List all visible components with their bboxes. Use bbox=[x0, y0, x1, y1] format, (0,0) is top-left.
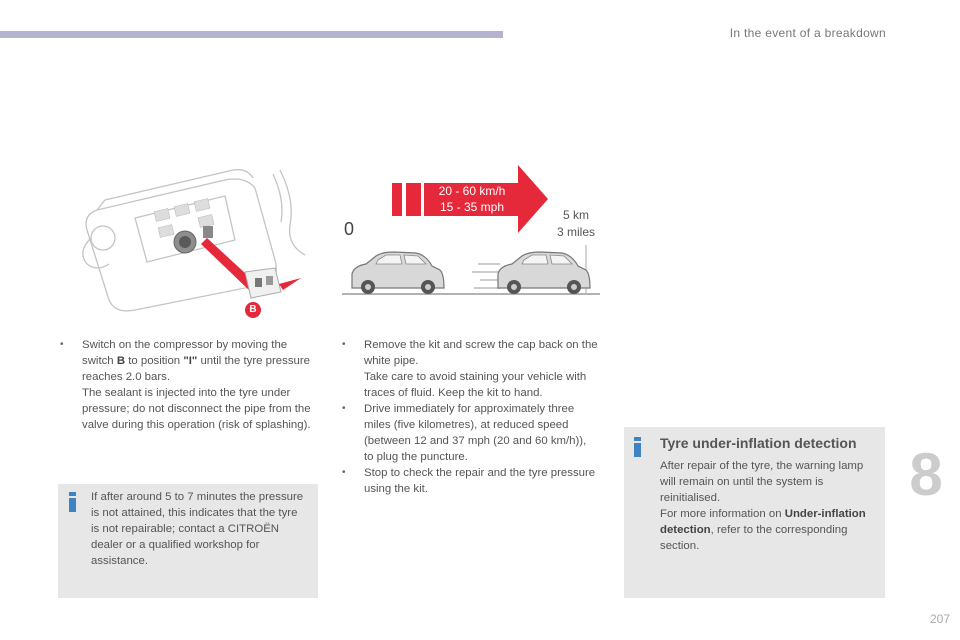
compressor-illustration bbox=[75, 160, 315, 325]
speed-kmh-label: 20 - 60 km/h bbox=[438, 184, 506, 198]
info-box-pressure bbox=[58, 484, 318, 598]
under-inflation-reference: Under-inflation detection bbox=[660, 508, 866, 536]
step-switch-on: • Switch on the compressor by moving the switch B to position "I" until the tyre pressure reaches 2.0 bars. The sealant is injected into the tyre under pressure; do not disconnect the pipe from the valve during this operation (risk of splashing). bbox=[58, 337, 316, 433]
car-start-icon bbox=[352, 252, 444, 294]
car-moving-icon bbox=[498, 252, 590, 294]
chapter-number: 8 bbox=[909, 441, 943, 508]
section-title: In the event of a breakdown bbox=[729, 26, 886, 40]
distance-miles-label: 3 miles bbox=[557, 225, 596, 239]
step-remove-kit: • Remove the kit and screw the cap back on the white pipe. Take care to avoid staining your vehicle with traces of fluid. Keep the kit to hand. bbox=[342, 339, 598, 399]
sealant-note: The sealant is injected into the tyre under pressure; do not disconnect the pipe from the valve during this operation (risk of splashing). bbox=[82, 387, 311, 431]
middle-column bbox=[340, 337, 598, 497]
speed-mph-label: 15 - 35 mph bbox=[439, 200, 505, 214]
page-number: 207 bbox=[929, 612, 950, 626]
bullet-mark: • bbox=[60, 339, 64, 350]
left-column bbox=[58, 337, 316, 433]
switch-b-callout: B bbox=[249, 304, 257, 315]
top-decorative-bar bbox=[0, 31, 503, 38]
step-drive: • Drive immediately for approximately three miles (five kilometres), at reduced speed (between 12 and 37 mph (20 and 60 km/h)), to plug the puncture. bbox=[342, 403, 587, 463]
under-inflation-text: After repair of the tyre, the warning lamp will remain on until the system is reinitialised. For more information on Under-inflation detection, refer to the corresponding section. bbox=[660, 460, 866, 552]
under-inflation-heading: Tyre under-inflation detection bbox=[660, 435, 857, 451]
start-marker: 0 bbox=[344, 219, 355, 239]
distance-km-label: 5 km bbox=[563, 208, 590, 222]
info-text-pressure: If after around 5 to 7 minutes the pressure is not attained, this indicates that the tyre is not repairable; contact a CITROËN dealer or a qualified workshop for assistance. bbox=[91, 491, 304, 567]
info-icon bbox=[633, 437, 643, 457]
step-check-pressure: • Stop to check the repair and the tyre pressure using the kit. bbox=[342, 467, 596, 495]
info-icon bbox=[68, 492, 78, 512]
info-box-under-inflation bbox=[624, 427, 885, 598]
